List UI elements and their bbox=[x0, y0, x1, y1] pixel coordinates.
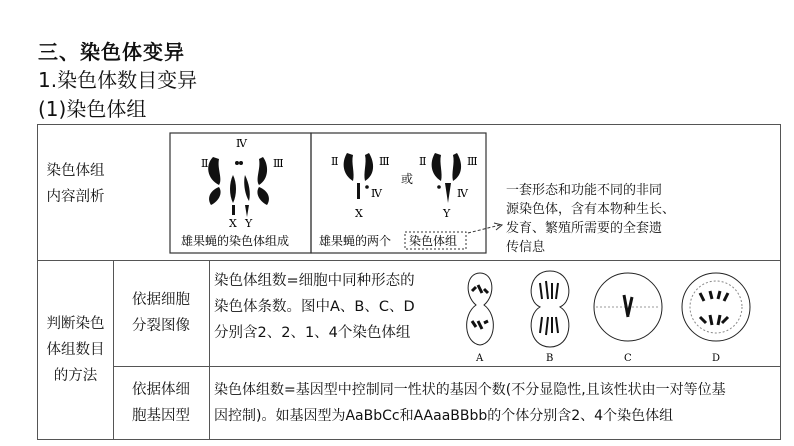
cell-division-figures bbox=[456, 265, 778, 365]
method2-label bbox=[113, 377, 209, 429]
caption-right-boxed: 染色体组 bbox=[409, 234, 458, 248]
cell-label-B: B bbox=[546, 353, 554, 364]
group-label-line: 判断染色 bbox=[46, 316, 105, 332]
group-label-line: 的方法 bbox=[53, 368, 98, 384]
caption-left: 雄果蝇的染色体组成 bbox=[181, 234, 290, 248]
row1-label bbox=[38, 158, 113, 210]
method1-label-line: 分裂图像 bbox=[132, 318, 190, 334]
fruitfly-karyotype-figure bbox=[169, 131, 489, 257]
cell-D bbox=[682, 273, 750, 364]
method2-label-line: 依据体细 bbox=[132, 382, 190, 398]
subsection-heading: 1.染色体数目变异 bbox=[38, 68, 198, 92]
roman-II-right: Ⅱ bbox=[331, 155, 339, 168]
roman-II: Ⅱ bbox=[201, 157, 209, 170]
caption-right: 雄果蝇的两个 bbox=[319, 234, 392, 248]
method-group-label bbox=[38, 311, 113, 389]
roman-II-right2: Ⅱ bbox=[419, 155, 427, 168]
roman-III-right: Ⅲ bbox=[379, 155, 390, 168]
or-text: 或 bbox=[401, 172, 414, 186]
roman-III: Ⅲ bbox=[273, 157, 284, 170]
label-X-right: X bbox=[355, 207, 363, 220]
note-line: 传信息 bbox=[506, 240, 546, 255]
cell-B bbox=[531, 271, 569, 364]
method1-text bbox=[214, 268, 454, 346]
method1-text-line: 染色体组数=细胞中同种形态的 bbox=[214, 273, 415, 289]
section-heading: 三、染色体变异 bbox=[38, 40, 185, 64]
row1-label-line1: 染色体组 bbox=[46, 163, 105, 179]
note-line: 发育、繁殖所需要的全套遗 bbox=[506, 221, 663, 236]
roman-IV-right2: Ⅳ bbox=[457, 187, 468, 200]
method2-label-line: 胞基因型 bbox=[132, 408, 190, 424]
method2-text bbox=[214, 377, 778, 429]
note-line: 一套形态和功能不同的非同 bbox=[506, 183, 663, 198]
chromosome-set-definition bbox=[506, 181, 716, 257]
row-divider-inner bbox=[113, 366, 780, 367]
note-line: 源染色体，含有本物种生长、 bbox=[506, 202, 676, 217]
row1-label-line2: 内容剖析 bbox=[46, 189, 105, 205]
chromosome-set-left bbox=[208, 157, 269, 217]
col-divider bbox=[209, 260, 210, 440]
method2-text-line: 染色体组数=基因型中控制同一性状的基因个数(不分显隐性,且该性状由一对等位基 bbox=[214, 382, 726, 398]
cell-label-A: A bbox=[476, 353, 484, 364]
cell-label-C: C bbox=[624, 353, 632, 364]
method2-text-line: 因控制)。如基因型为AaBbCc和AAaaBBbb的个体分别含2、4个染色体组 bbox=[214, 408, 674, 424]
roman-IV-right: Ⅳ bbox=[371, 187, 382, 200]
roman-III-right2: Ⅲ bbox=[467, 155, 478, 168]
cell-label-D: D bbox=[712, 353, 721, 364]
chromosome-set-right-1 bbox=[344, 153, 373, 199]
method1-text-line: 分别含2、2、1、4个染色体组 bbox=[214, 325, 411, 341]
callout-arrow bbox=[466, 221, 506, 241]
row-divider bbox=[38, 260, 780, 261]
method1-label-line: 依据细胞 bbox=[132, 292, 190, 308]
method1-text-line: 染色体条数。图中A、B、C、D bbox=[214, 299, 415, 315]
cell-A bbox=[467, 273, 494, 364]
label-Y: Y bbox=[245, 217, 253, 230]
roman-IV: Ⅳ bbox=[236, 137, 247, 150]
label-Y-right: Y bbox=[443, 207, 451, 220]
group-label-line: 体组数目 bbox=[46, 342, 105, 358]
method1-label bbox=[113, 287, 209, 339]
chromosome-set-table bbox=[37, 124, 781, 440]
item-heading: (1)染色体组 bbox=[38, 97, 147, 121]
label-X: X bbox=[229, 217, 237, 230]
cell-C bbox=[594, 273, 662, 364]
